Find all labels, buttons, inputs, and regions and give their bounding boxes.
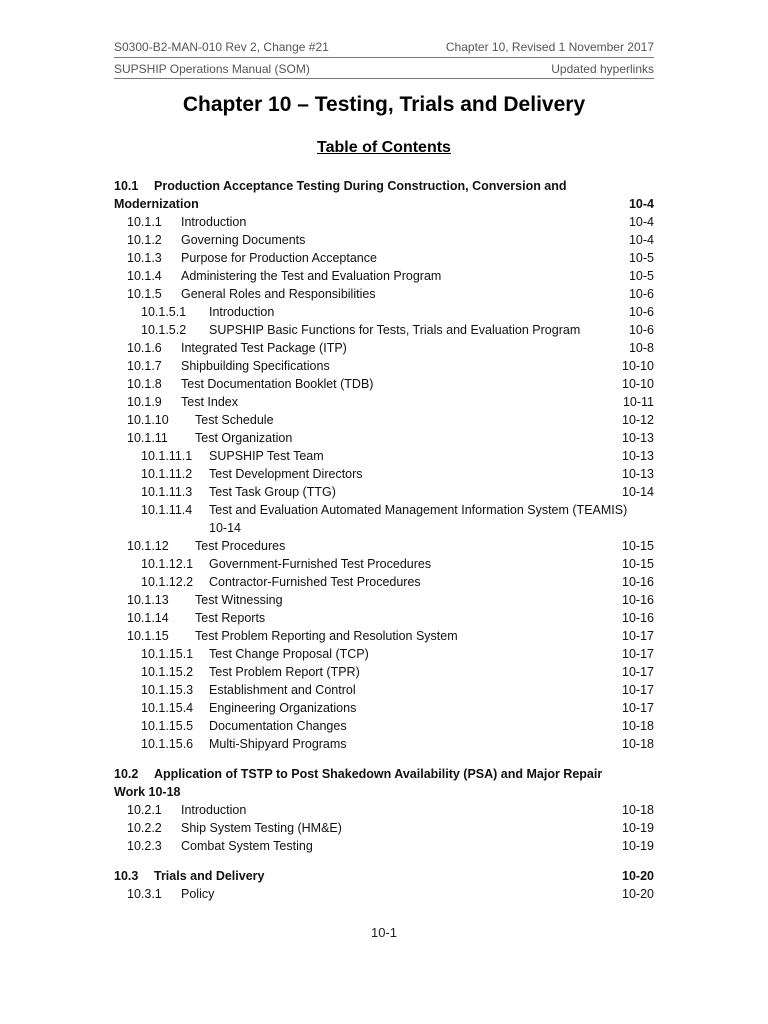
toc-entry-number: 10.1.11	[127, 431, 168, 445]
toc-section-number: 10.3	[114, 869, 139, 883]
toc-section-number: 10.2	[114, 767, 139, 781]
toc-entry-title: Shipbuilding Specifications	[181, 359, 330, 373]
toc-entry-number: 10.1.15.4	[141, 701, 194, 715]
toc-entry-number: 10.1.6	[127, 341, 162, 355]
toc-entry-title: Governing Documents	[181, 233, 306, 247]
toc-section-title: Production Acceptance Testing During Construction, Conversion and	[154, 179, 567, 193]
toc-page-number: 10-6	[628, 323, 654, 337]
toc-entry[interactable]	[114, 735, 654, 753]
toc-entry-title: Test Procedures	[195, 539, 286, 553]
toc-entry-number: 10.1.11.3	[141, 485, 193, 499]
toc-page-number: 10-15	[622, 539, 654, 553]
toc-entry[interactable]	[114, 285, 654, 303]
toc-entry-number: 10.1.1	[127, 215, 162, 229]
toc-entry-title: Test Documentation Booklet (TDB)	[181, 377, 374, 391]
toc-page-number: 10-13	[622, 449, 654, 463]
toc-entry[interactable]	[114, 411, 654, 429]
toc-entry[interactable]	[114, 885, 654, 903]
toc-page-number: 10-18	[622, 803, 654, 817]
toc-entry[interactable]	[114, 837, 654, 855]
toc-entry-title: Test Change Proposal (TCP)	[209, 647, 369, 661]
toc-section-number: 10.1	[114, 179, 139, 193]
toc-page-number: 10-5	[628, 251, 654, 265]
manual-name: SUPSHIP Operations Manual (SOM)	[114, 62, 310, 76]
toc-page-number: 10-11	[622, 395, 654, 409]
toc-page-number: 10-18	[622, 719, 654, 733]
toc-entry[interactable]	[114, 555, 654, 573]
toc-entry[interactable]	[114, 819, 654, 837]
toc-entry-number: 10.1.14	[127, 611, 169, 625]
toc-entry-number: 10.1.9	[127, 395, 162, 409]
toc-entry-title: 10-14	[209, 521, 241, 535]
toc-page-number: 10-17	[622, 665, 654, 679]
toc-entry-title: Test Organization	[195, 431, 293, 445]
toc-entry-number: 10.1.5.1	[141, 305, 187, 319]
toc-entry-number: 10.1.12.2	[141, 575, 194, 589]
toc-entry[interactable]	[114, 375, 654, 393]
toc-entry-number: 10.1.15.6	[141, 737, 194, 751]
toc-entry-number: 10.1.15.2	[141, 665, 194, 679]
toc-entry[interactable]	[114, 717, 654, 735]
toc-entry-title: Government-Furnished Test Procedures	[209, 557, 432, 571]
toc-entry[interactable]	[114, 213, 654, 231]
page-number: 10-1	[370, 925, 398, 940]
toc-section-heading-cont[interactable]	[114, 195, 654, 213]
toc-entry-number: 10.1.11.2	[141, 467, 193, 481]
toc-page-number: 10-4	[628, 197, 654, 211]
toc-entry-number: 10.1.11.1	[141, 449, 193, 463]
toc-entry-title: SUPSHIP Basic Functions for Tests, Trials and Evaluation Program	[209, 323, 581, 337]
section-gap	[114, 855, 654, 867]
toc-entry-number: 10.1.5	[127, 287, 162, 301]
toc-entry[interactable]	[114, 357, 654, 375]
header-divider	[114, 78, 654, 79]
toc-page-number: 10-18	[622, 737, 654, 751]
toc-entry[interactable]	[114, 645, 654, 663]
toc-entry[interactable]	[114, 699, 654, 717]
toc-page-number: 10-17	[622, 701, 654, 715]
toc-page-number: 10-10	[622, 359, 654, 373]
toc-page-number: 10-12	[622, 413, 654, 427]
header-divider	[114, 57, 654, 58]
toc-heading: Table of Contents	[317, 139, 451, 156]
toc-entry[interactable]	[114, 249, 654, 267]
revision-date: Chapter 10, Revised 1 November 2017	[445, 40, 654, 54]
toc-entry-title: Contractor-Furnished Test Procedures	[209, 575, 421, 589]
toc-entry-number: 10.2.3	[127, 839, 162, 853]
toc-entry[interactable]	[114, 465, 654, 483]
toc-page-number: 10-13	[622, 431, 654, 445]
toc-entry-number: 10.1.10	[127, 413, 169, 427]
toc-page-number: 10-4	[628, 233, 654, 247]
toc-entry[interactable]	[114, 609, 654, 627]
toc-page-number: 10-15	[622, 557, 654, 571]
toc-entry-number: 10.1.11.4	[141, 503, 193, 517]
toc-entry-title: Integrated Test Package (ITP)	[181, 341, 347, 355]
toc-entry[interactable]	[114, 321, 654, 339]
toc-entry-title: Administering the Test and Evaluation Program	[181, 269, 442, 283]
toc-page-number: 10-10	[622, 377, 654, 391]
toc-entry-number: 10.1.15.5	[141, 719, 194, 733]
toc-page-number: 10-20	[622, 869, 654, 883]
toc-entry-title: Introduction	[181, 803, 247, 817]
toc-entry-title: Test and Evaluation Automated Management Information System (TEAMIS)	[209, 503, 628, 517]
toc-entry-number: 10.1.15.3	[141, 683, 194, 697]
toc-entry-title: Test Reports	[195, 611, 266, 625]
toc-page-number: 10-20	[622, 887, 654, 901]
chapter-title: Chapter 10 – Testing, Trials and Delivery	[182, 93, 586, 116]
toc-entry-number: 10.1.3	[127, 251, 162, 265]
toc-page-number: 10-13	[622, 467, 654, 481]
update-note: Updated hyperlinks	[551, 62, 654, 76]
toc-entry-title: Ship System Testing (HM&E)	[181, 821, 342, 835]
toc-entry[interactable]	[114, 447, 654, 465]
toc-page-number: 10-6	[628, 305, 654, 319]
toc-page-number: 10-17	[622, 683, 654, 697]
toc-entry[interactable]	[114, 681, 654, 699]
toc-page-number: 10-14	[622, 485, 654, 499]
toc-entry[interactable]	[114, 231, 654, 249]
toc-section-heading[interactable]	[114, 765, 654, 783]
table-of-contents	[114, 177, 654, 903]
toc-page-number: 10-17	[622, 629, 654, 643]
toc-entry[interactable]	[114, 429, 654, 447]
toc-entry-title: Test Index	[181, 395, 238, 409]
section-gap	[114, 753, 654, 765]
toc-page-number: 10-16	[622, 575, 654, 589]
toc-page-number: 10-6	[628, 287, 654, 301]
toc-entry-number: 10.1.7	[127, 359, 162, 373]
toc-entry-number: 10.1.13	[127, 593, 169, 607]
toc-entry-number: 10.1.4	[127, 269, 162, 283]
toc-entry-number: 10.1.5.2	[141, 323, 187, 337]
toc-entry-title: Test Problem Reporting and Resolution System	[195, 629, 458, 643]
toc-entry[interactable]	[114, 267, 654, 285]
toc-entry[interactable]	[114, 591, 654, 609]
toc-entry-number: 10.1.15	[127, 629, 169, 643]
toc-section-title-cont: Work 10-18	[114, 785, 181, 799]
toc-entry-title: SUPSHIP Test Team	[209, 449, 324, 463]
toc-entry-number: 10.1.8	[127, 377, 162, 391]
toc-entry[interactable]	[114, 801, 654, 819]
toc-page-number: 10-16	[622, 611, 654, 625]
toc-entry-number: 10.1.2	[127, 233, 162, 247]
toc-entry-title: Test Task Group (TTG)	[209, 485, 336, 499]
toc-section-heading[interactable]	[114, 177, 654, 195]
toc-entry[interactable]	[114, 483, 654, 501]
toc-entry-title: Test Development Directors	[209, 467, 363, 481]
toc-entry[interactable]	[114, 393, 654, 411]
toc-entry-title: Test Schedule	[195, 413, 274, 427]
toc-entry[interactable]	[114, 303, 654, 321]
toc-entry[interactable]	[114, 339, 654, 357]
toc-entry-title: Documentation Changes	[209, 719, 347, 733]
toc-page-number: 10-19	[622, 821, 654, 835]
toc-entry[interactable]	[114, 501, 654, 519]
toc-entry-number: 10.1.12	[127, 539, 169, 553]
toc-entry-title: Test Witnessing	[195, 593, 283, 607]
toc-page-number: 10-16	[622, 593, 654, 607]
toc-entry-number: 10.1.15.1	[141, 647, 194, 661]
toc-page-number: 10-8	[628, 341, 654, 355]
toc-entry-title: Introduction	[209, 305, 275, 319]
toc-entry-title: Establishment and Control	[209, 683, 356, 697]
toc-section-title: Trials and Delivery	[154, 869, 265, 883]
toc-entry-title: Engineering Organizations	[209, 701, 357, 715]
toc-entry[interactable]	[114, 537, 654, 555]
toc-section-title-cont: Modernization	[114, 197, 199, 211]
toc-entry-number: 10.2.2	[127, 821, 162, 835]
toc-entry[interactable]	[114, 627, 654, 645]
toc-page-number: 10-4	[628, 215, 654, 229]
toc-page-number: 10-19	[622, 839, 654, 853]
doc-id: S0300-B2-MAN-010 Rev 2, Change #21	[114, 40, 329, 54]
toc-entry-number: 10.2.1	[127, 803, 162, 817]
toc-section-heading[interactable]	[114, 867, 654, 885]
toc-entry-number: 10.1.12.1	[141, 557, 194, 571]
toc-entry-title: Introduction	[181, 215, 247, 229]
toc-entry[interactable]	[114, 573, 654, 591]
toc-entry-title: General Roles and Responsibilities	[181, 287, 376, 301]
toc-entry-title: Combat System Testing	[181, 839, 313, 853]
toc-entry[interactable]	[114, 663, 654, 681]
toc-entry-cont[interactable]	[114, 519, 654, 537]
toc-section-title: Application of TSTP to Post Shakedown Availability (PSA) and Major Repair	[154, 767, 603, 781]
toc-entry-number: 10.3.1	[127, 887, 162, 901]
toc-page-number: 10-5	[628, 269, 654, 283]
toc-entry-title: Test Problem Report (TPR)	[209, 665, 360, 679]
toc-entry-title: Policy	[181, 887, 215, 901]
toc-page-number: 10-17	[622, 647, 654, 661]
toc-section-heading-cont[interactable]	[114, 783, 654, 801]
toc-entry-title: Purpose for Production Acceptance	[181, 251, 377, 265]
toc-entry-title: Multi-Shipyard Programs	[209, 737, 347, 751]
